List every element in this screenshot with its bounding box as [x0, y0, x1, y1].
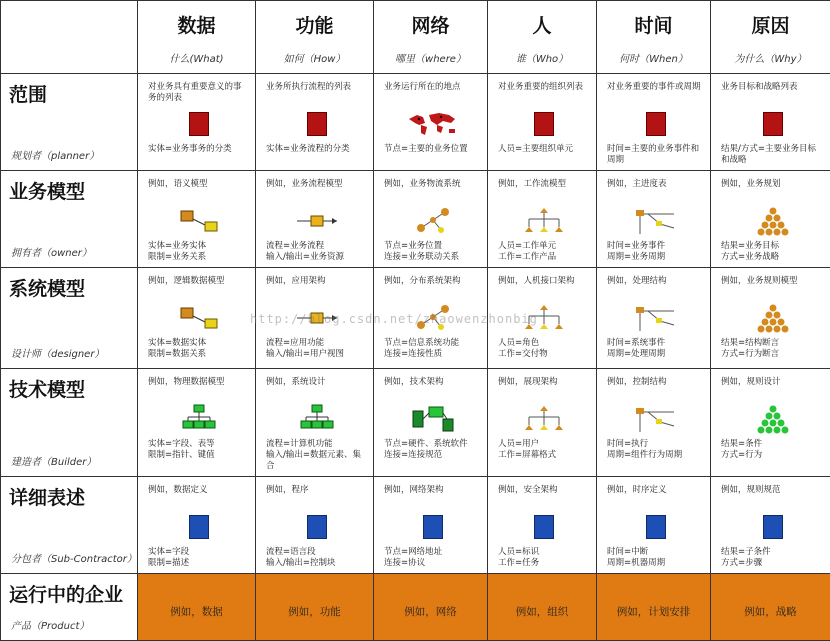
cell-definition: 节点=主要的业务位置 [384, 144, 481, 155]
row-title: 业务模型 [1, 171, 137, 204]
cell-definition: 时间=主要的业务事件和周期 [607, 144, 704, 166]
cell-definition: 实体=业务实体 限制=业务关系 [148, 241, 249, 263]
cell-heading: 例如，业务规则模型 [721, 276, 824, 302]
blue-square-icon [148, 511, 249, 543]
framework-row [1, 369, 830, 477]
pyramid-icon [721, 205, 824, 237]
framework-cell [374, 477, 488, 574]
entity-relation-icon [148, 302, 249, 334]
red-square-icon [266, 108, 367, 140]
framework-cell [711, 171, 830, 268]
framework-cell [138, 171, 256, 268]
cell-heading: 例如，网络架构 [384, 485, 481, 511]
framework-cell [711, 268, 830, 369]
blue-square-icon [498, 511, 590, 543]
org-tree-icon [498, 302, 590, 334]
red-square-icon [721, 108, 824, 140]
framework-cell [488, 369, 597, 477]
cell-definition: 流程=计算机功能 输入/输出=数据元素、集合 [266, 439, 367, 472]
timeline-icon [607, 302, 704, 334]
cell-definition: 时间=中断 周期=机器周期 [607, 547, 704, 569]
framework-cell [256, 477, 374, 574]
framework-cell [256, 268, 374, 369]
cell-definition: 流程=应用功能 输入/输出=用户视图 [266, 338, 367, 360]
enterprise-cell [711, 574, 830, 641]
cell-definition: 结果=条件 方式=行为 [721, 439, 824, 461]
blue-square-icon [266, 511, 367, 543]
row-title: 技术模型 [1, 369, 137, 402]
enterprise-cell [374, 574, 488, 641]
enterprise-cell [256, 574, 374, 641]
cell-heading: 例如，展现架构 [498, 377, 590, 403]
row-header [1, 171, 138, 268]
framework-cell [597, 477, 711, 574]
framework-cell [256, 369, 374, 477]
cell-heading: 例如，规则设计 [721, 377, 824, 403]
framework-cell [374, 171, 488, 268]
pyramid-icon [721, 302, 824, 334]
column-title: 网络 [374, 11, 487, 38]
process-flow-icon [266, 302, 367, 334]
org-tree-icon [498, 205, 590, 237]
cell-definition: 节点=业务位置 连接=业务联动关系 [384, 241, 481, 263]
framework-cell [597, 369, 711, 477]
column-subtitle: 如何（How） [256, 50, 373, 65]
timeline-icon [607, 403, 704, 435]
column-subtitle: 何时（When） [597, 50, 710, 65]
cell-heading: 例如，分布系统架构 [384, 276, 481, 302]
watermark: http://blog.csdn.net/zhaowenzhonbig [250, 312, 538, 326]
blue-square-icon [607, 511, 704, 543]
blue-square-icon [721, 511, 824, 543]
cell-heading: 对业务重要的组织列表 [498, 82, 590, 108]
cell-definition: 节点=网络地址 连接=协议 [384, 547, 481, 569]
cell-heading: 例如，主进度表 [607, 179, 704, 205]
cell-definition: 时间=系统事件 周期=处理周期 [607, 338, 704, 360]
cell-heading: 对业务重要的事件或周期 [607, 82, 704, 108]
red-square-icon [148, 108, 249, 140]
framework-cell [711, 477, 830, 574]
column-header [488, 1, 597, 74]
row-subtitle: 规划者（planner） [11, 147, 99, 162]
cell-text: 例如，数据 [138, 604, 255, 619]
cell-heading: 业务目标和战略列表 [721, 82, 824, 108]
column-header [256, 1, 374, 74]
cell-definition: 节点=硬件、系统软件 连接=连接规范 [384, 439, 481, 461]
blue-square-icon [384, 511, 481, 543]
column-subtitle: 什么(What) [138, 50, 255, 65]
framework-cell [711, 74, 830, 171]
cell-text: 例如，网络 [374, 604, 487, 619]
column-header [374, 1, 488, 74]
column-subtitle: 谁（Who） [488, 50, 596, 65]
cell-definition: 实体=业务事务的分类 [148, 144, 249, 155]
cell-heading: 例如，数据定义 [148, 485, 249, 511]
header-row [1, 1, 830, 74]
cell-definition: 时间=执行 周期=组件行为周期 [607, 439, 704, 461]
framework-row [1, 477, 830, 574]
cell-heading: 业务运行所在的地点 [384, 82, 481, 108]
red-square-icon [607, 108, 704, 140]
row-header [1, 74, 138, 171]
enterprise-cell [488, 574, 597, 641]
column-header [711, 1, 830, 74]
cell-heading: 例如，人机接口架构 [498, 276, 590, 302]
cell-heading: 例如，程序 [266, 485, 367, 511]
row-subtitle: 分包者（Sub-Contractor） [11, 550, 137, 565]
cell-heading: 对业务具有重要意义的事务的列表 [148, 82, 249, 108]
row-title: 详细表述 [1, 477, 137, 510]
framework-cell [138, 74, 256, 171]
cell-definition: 人员=主要组织单元 [498, 144, 590, 155]
cell-heading: 例如，安全架构 [498, 485, 590, 511]
framework-cell [711, 369, 830, 477]
cell-text: 例如，功能 [256, 604, 373, 619]
framework-row [1, 74, 830, 171]
network-nodes-icon [384, 302, 481, 334]
cell-definition: 实体=字段 限制=描述 [148, 547, 249, 569]
column-title: 数据 [138, 11, 255, 38]
cell-definition: 结果/方式=主要业务目标和战略 [721, 144, 824, 166]
cell-heading: 例如，业务规划 [721, 179, 824, 205]
cell-definition: 人员=标识 工作=任务 [498, 547, 590, 569]
cell-definition: 人员=工作单元 工作=工作产品 [498, 241, 590, 263]
network-nodes-icon [384, 205, 481, 237]
framework-cell [374, 369, 488, 477]
cell-definition: 流程=业务流程 输入/输出=业务资源 [266, 241, 367, 263]
row-header [1, 268, 138, 369]
enterprise-cell [597, 574, 711, 641]
cell-heading: 例如，语义模型 [148, 179, 249, 205]
row-header [1, 574, 138, 641]
cell-heading: 例如，工作流模型 [498, 179, 590, 205]
cell-definition: 实体=字段、表等 限制=指针、键值 [148, 439, 249, 461]
org-tree-icon [498, 403, 590, 435]
framework-cell [597, 74, 711, 171]
red-square-icon [498, 108, 590, 140]
column-header [138, 1, 256, 74]
green-tree-icon [266, 403, 367, 435]
cell-heading: 例如，时序定义 [607, 485, 704, 511]
column-title: 原因 [711, 11, 830, 38]
corner-cell [1, 1, 138, 74]
row-subtitle: 拥有者（owner） [11, 244, 92, 259]
cell-heading: 例如，处理结构 [607, 276, 704, 302]
process-flow-icon [266, 205, 367, 237]
cell-definition: 人员=角色 工作=交付物 [498, 338, 590, 360]
green-tree-icon [148, 403, 249, 435]
cell-definition: 结果=业务目标 方式=业务战略 [721, 241, 824, 263]
cell-heading: 例如，业务流程模型 [266, 179, 367, 205]
cell-heading: 例如，逻辑数据模型 [148, 276, 249, 302]
cell-heading: 例如，物理数据模型 [148, 377, 249, 403]
column-title: 功能 [256, 11, 373, 38]
row-subtitle: 产品（Product） [11, 617, 89, 632]
row-title: 系统模型 [1, 268, 137, 301]
column-header [597, 1, 711, 74]
cell-heading: 例如，控制结构 [607, 377, 704, 403]
framework-cell [597, 171, 711, 268]
framework-cell [374, 74, 488, 171]
enterprise-row [1, 574, 830, 641]
cell-definition: 流程=语言段 输入/输出=控制块 [266, 547, 367, 569]
cell-definition: 实体=数据实体 限制=数据关系 [148, 338, 249, 360]
hardware-icon [384, 403, 481, 435]
framework-cell [488, 477, 597, 574]
cell-definition: 人员=用户 工作=屏幕格式 [498, 439, 590, 461]
cell-definition: 结果=子条件 方式=步骤 [721, 547, 824, 569]
cell-definition: 实体=业务流程的分类 [266, 144, 367, 155]
framework-cell [256, 171, 374, 268]
world-map-icon [384, 108, 481, 140]
green-pyramid-icon [721, 403, 824, 435]
cell-heading: 例如，系统设计 [266, 377, 367, 403]
cell-heading: 例如，应用架构 [266, 276, 367, 302]
framework-cell [488, 171, 597, 268]
framework-cell [488, 268, 597, 369]
row-title: 运行中的企业 [1, 574, 137, 607]
cell-text: 例如，组织 [488, 604, 596, 619]
timeline-icon [607, 205, 704, 237]
framework-row [1, 171, 830, 268]
cell-heading: 例如，业务物流系统 [384, 179, 481, 205]
cell-text: 例如，计划安排 [597, 604, 710, 619]
framework-row [1, 268, 830, 369]
row-title: 范围 [1, 74, 137, 107]
cell-definition: 节点=信息系统功能 连接=连接性质 [384, 338, 481, 360]
cell-heading: 例如，技术架构 [384, 377, 481, 403]
cell-heading: 业务所执行流程的列表 [266, 82, 367, 108]
framework-cell [488, 74, 597, 171]
framework-cell [256, 74, 374, 171]
framework-cell [597, 268, 711, 369]
row-subtitle: 设计师（designer） [11, 345, 104, 360]
entity-relation-icon [148, 205, 249, 237]
framework-cell [138, 369, 256, 477]
framework-cell [138, 477, 256, 574]
column-title: 时间 [597, 11, 710, 38]
row-header [1, 369, 138, 477]
row-subtitle: 建造者（Builder） [11, 453, 96, 468]
cell-heading: 例如，规则规范 [721, 485, 824, 511]
framework-cell [374, 268, 488, 369]
framework-cell [138, 268, 256, 369]
cell-definition: 结果=结构断言 方式=行为断言 [721, 338, 824, 360]
enterprise-cell [138, 574, 256, 641]
column-subtitle: 哪里（where） [374, 50, 487, 65]
row-header [1, 477, 138, 574]
column-title: 人 [488, 11, 596, 38]
cell-text: 例如，战略 [711, 604, 830, 619]
column-subtitle: 为什么（Why） [711, 50, 830, 65]
cell-definition: 时间=业务事件 周期=业务周期 [607, 241, 704, 263]
